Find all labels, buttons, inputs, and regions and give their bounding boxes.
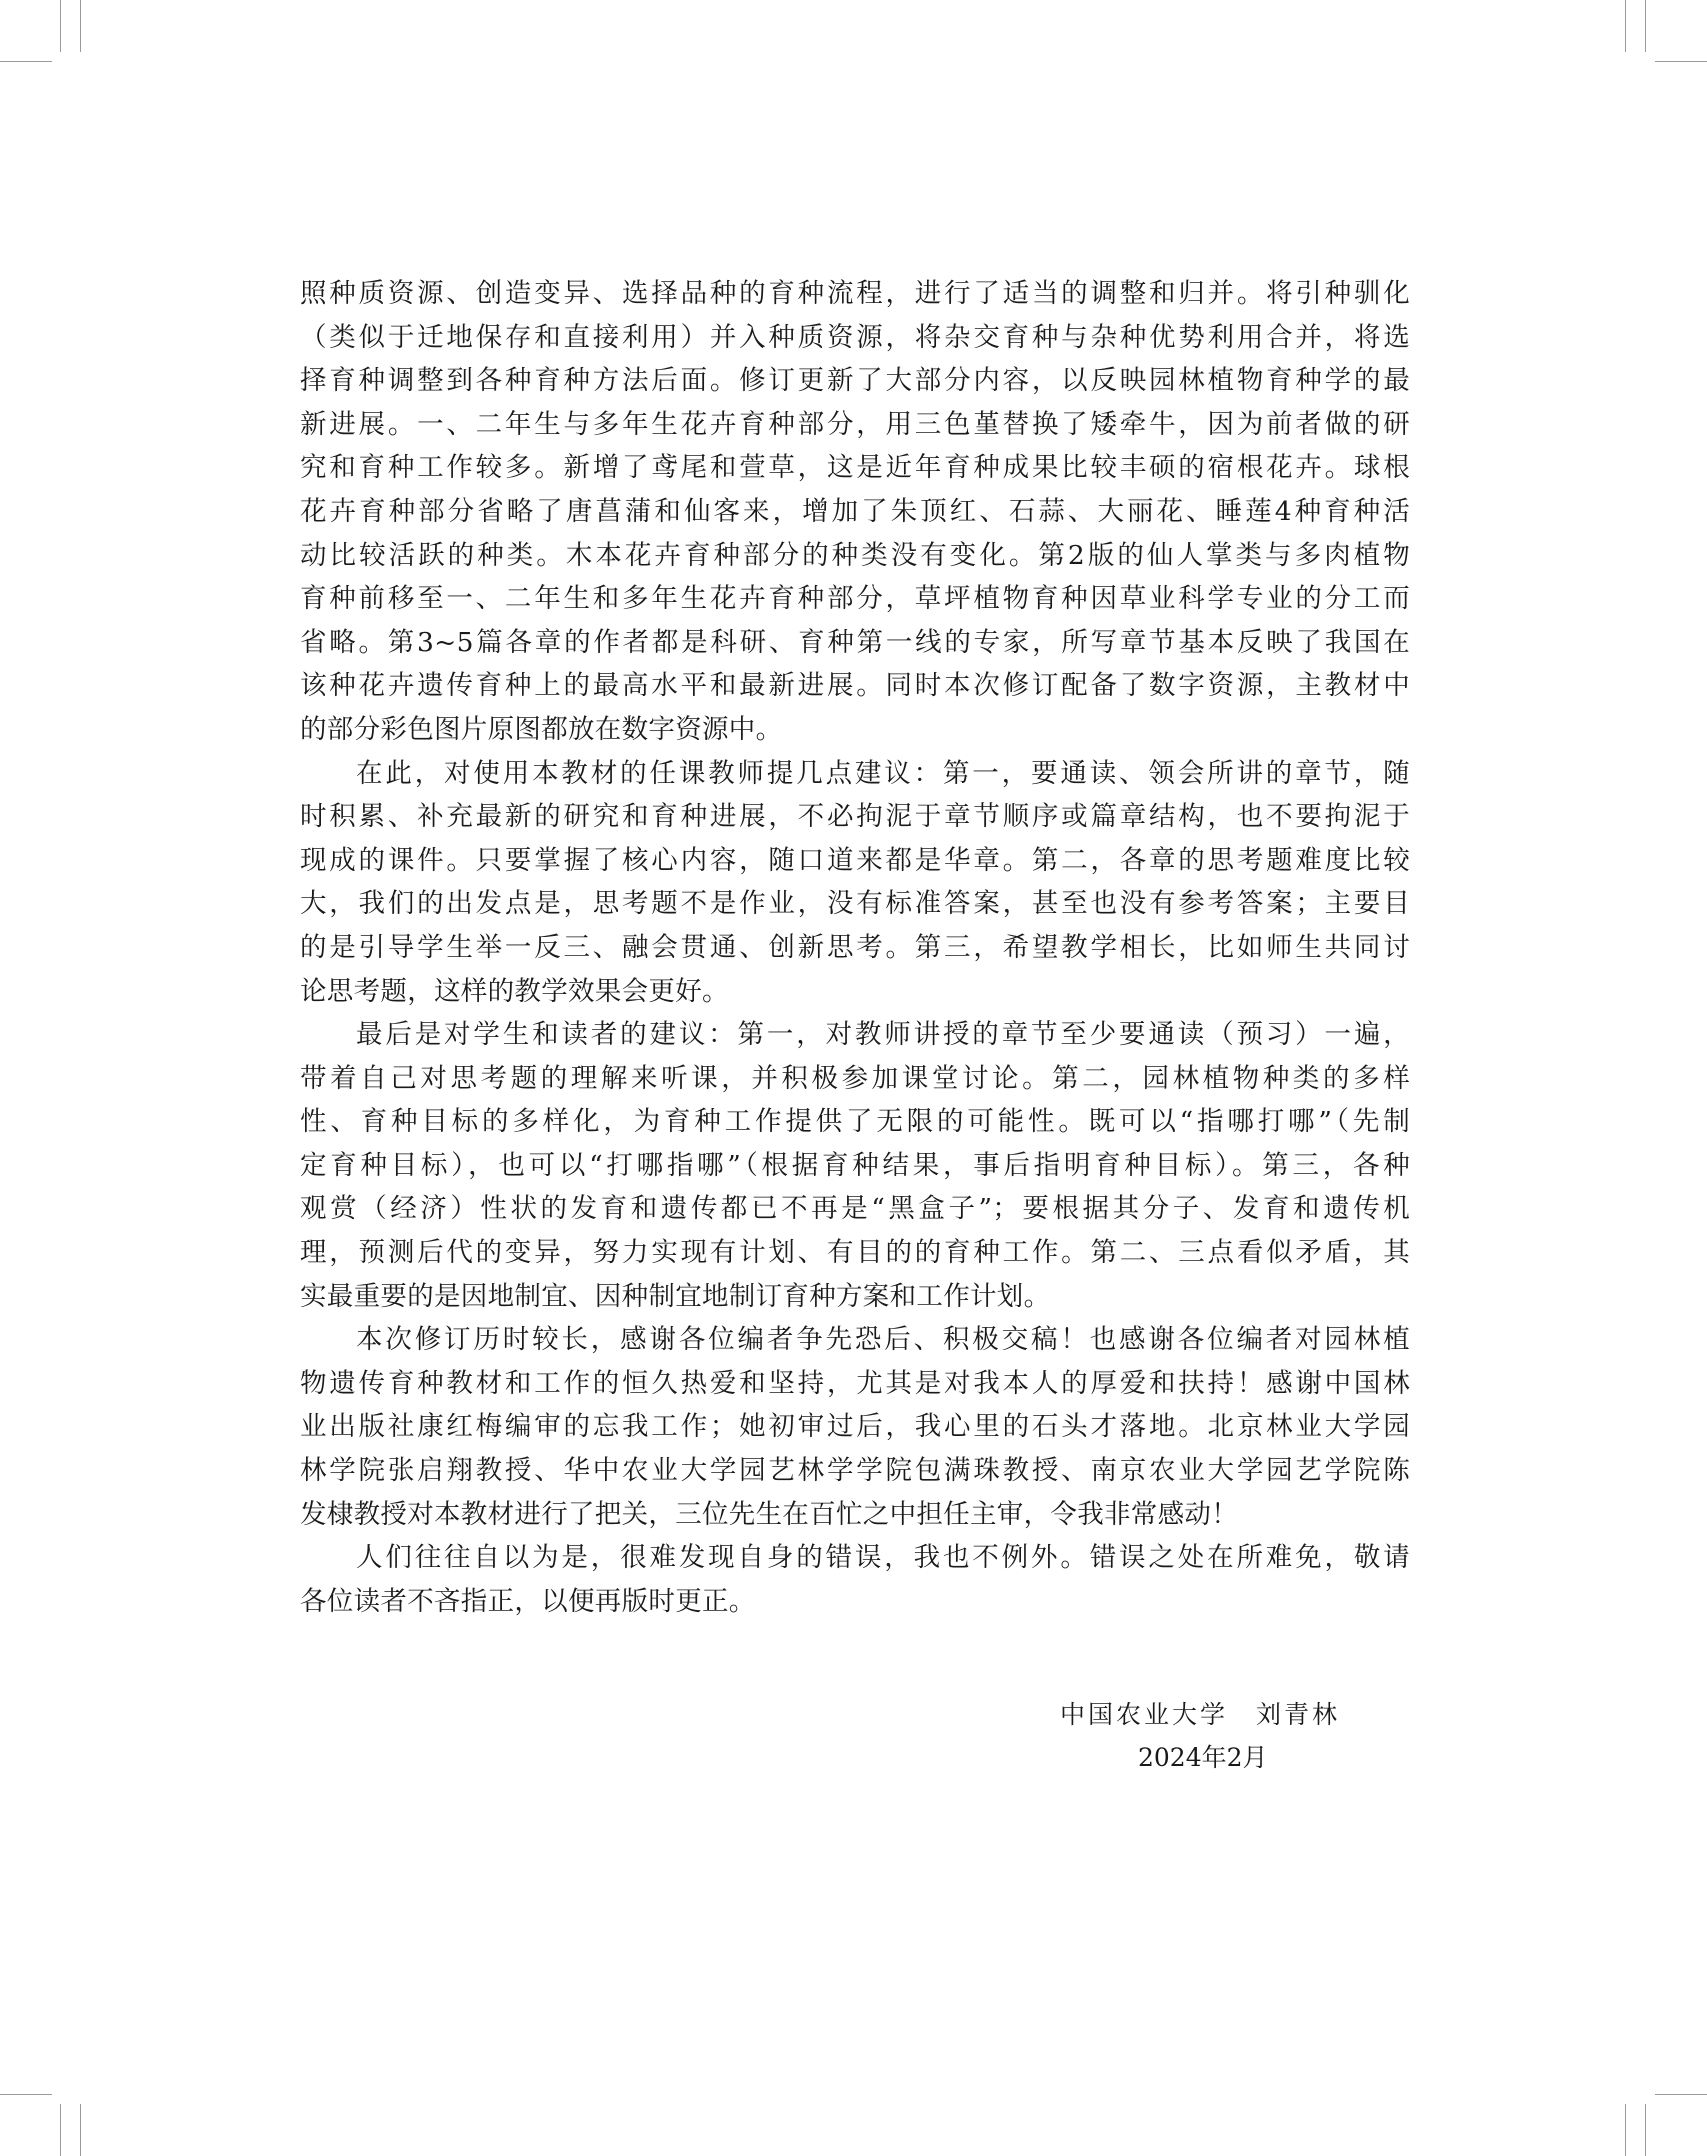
- text-line: 新进展。一、二年生与多年生花卉育种部分，用三色堇替换了矮牵牛，因为前者做的研: [300, 408, 1410, 440]
- text-line: 省略。第3~5篇各章的作者都是科研、育种第一线的专家，所写章节基本反映了我国在: [300, 626, 1410, 658]
- text-line: 定育种目标），也可以“打哪指哪”（根据育种结果，事后指明育种目标）。第三，各种: [300, 1149, 1410, 1181]
- text-line: 业出版社康红梅编审的忘我工作；她初审过后，我心里的石头才落地。北京林业大学园: [300, 1411, 1410, 1443]
- text-line: 各位读者不吝指正，以便再版时更正。: [300, 1585, 756, 1617]
- text-line: 观赏（经济）性状的发育和遗传都已不再是“黑盒子”；要根据其分子、发育和遗传机: [300, 1193, 1410, 1225]
- text-line: 花卉育种部分省略了唐菖蒲和仙客来，增加了朱顶红、石蒜、大丽花、睡莲4种育种活: [300, 495, 1410, 527]
- text-line: 理，预测后代的变异，努力实现有计划、有目的的育种工作。第二、三点看似矛盾，其: [300, 1237, 1410, 1269]
- signature-author: 中国农业大学 刘青林: [1060, 1700, 1341, 1729]
- text-line: 论思考题，这样的教学效果会更好。: [300, 975, 729, 1007]
- text-line: 时积累、补充最新的研究和育种进展，不必拘泥于章节顺序或篇章结构，也不要拘泥于: [300, 801, 1410, 833]
- text-line: 究和育种工作较多。新增了鸢尾和萱草，这是近年育种成果比较丰硕的宿根花卉。球根: [300, 452, 1410, 484]
- text-line: 现成的课件。只要掌握了核心内容，随口道来都是华章。第二，各章的思考题难度比较: [300, 844, 1410, 876]
- text-line: 发棣教授对本教材进行了把关，三位先生在百忙之中担任主审，令我非常感动！: [300, 1498, 1238, 1530]
- text-line: 在此，对使用本教材的任课教师提几点建议：第一，要通读、领会所讲的章节，随: [356, 757, 1410, 789]
- text-line: 大，我们的出发点是，思考题不是作业，没有标准答案，甚至也没有参考答案；主要目: [300, 888, 1410, 920]
- text-line: 带着自己对思考题的理解来听课，并积极参加课堂讨论。第二，园林植物种类的多样: [300, 1062, 1410, 1094]
- text-line: 本次修订历时较长，感谢各位编者争先恐后、积极交稿！也感谢各位编者对园林植: [356, 1324, 1410, 1356]
- text-line: 最后是对学生和读者的建议：第一，对教师讲授的章节至少要通读（预习）一遍，: [356, 1019, 1410, 1051]
- text-line: 性、育种目标的多样化，为育种工作提供了无限的可能性。既可以“指哪打哪”（先制: [300, 1106, 1410, 1138]
- text-line: 照种质资源、创造变异、选择品种的育种流程，进行了适当的调整和归并。将引种驯化: [300, 278, 1410, 309]
- text-line: 动比较活跃的种类。木本花卉育种部分的种类没有变化。第2版的仙人掌类与多肉植物: [300, 539, 1410, 571]
- paragraph-4: [300, 1318, 1410, 1536]
- paragraph-2: [300, 752, 1410, 1014]
- text-line: 林学院张启翔教授、华中农业大学园艺林学学院包满珠教授、南京农业大学园艺学院陈: [300, 1455, 1410, 1487]
- text-line: 择育种调整到各种育种方法后面。修订更新了大部分内容，以反映园林植物育种学的最: [300, 365, 1410, 397]
- paragraph-3: [300, 1013, 1410, 1318]
- text-line: 的是引导学生举一反三、融会贯通、创新思考。第三，希望教学相长，比如师生共同讨: [300, 931, 1410, 963]
- text-line: 实最重要的是因地制宜、因种制宜地制订育种方案和工作计划。: [300, 1280, 1051, 1312]
- text-line: 人们往往自以为是，很难发现自身的错误，我也不例外。错误之处在所难免，敬请: [356, 1542, 1410, 1574]
- text-line: 育种前移至一、二年生和多年生花卉育种部分，草坪植物育种因草业科学专业的分工而: [300, 583, 1410, 615]
- text-line: 物遗传育种教材和工作的恒久热爱和坚持，尤其是对我本人的厚爱和扶持！感谢中国林: [300, 1367, 1410, 1399]
- paragraph-1: [300, 272, 1410, 752]
- signature-date: 2024年2月: [1138, 1743, 1268, 1772]
- text-line: 的部分彩色图片原图都放在数字资源中。: [300, 713, 783, 745]
- paragraph-5: [300, 1536, 1410, 1623]
- text-line: （类似于迁地保存和直接利用）并入种质资源，将杂交育种与杂种优势利用合并，将选: [300, 321, 1410, 353]
- text-line: 该种花卉遗传育种上的最高水平和最新进展。同时本次修订配备了数字资源，主教材中: [300, 670, 1410, 702]
- preface-body: [300, 272, 1410, 1623]
